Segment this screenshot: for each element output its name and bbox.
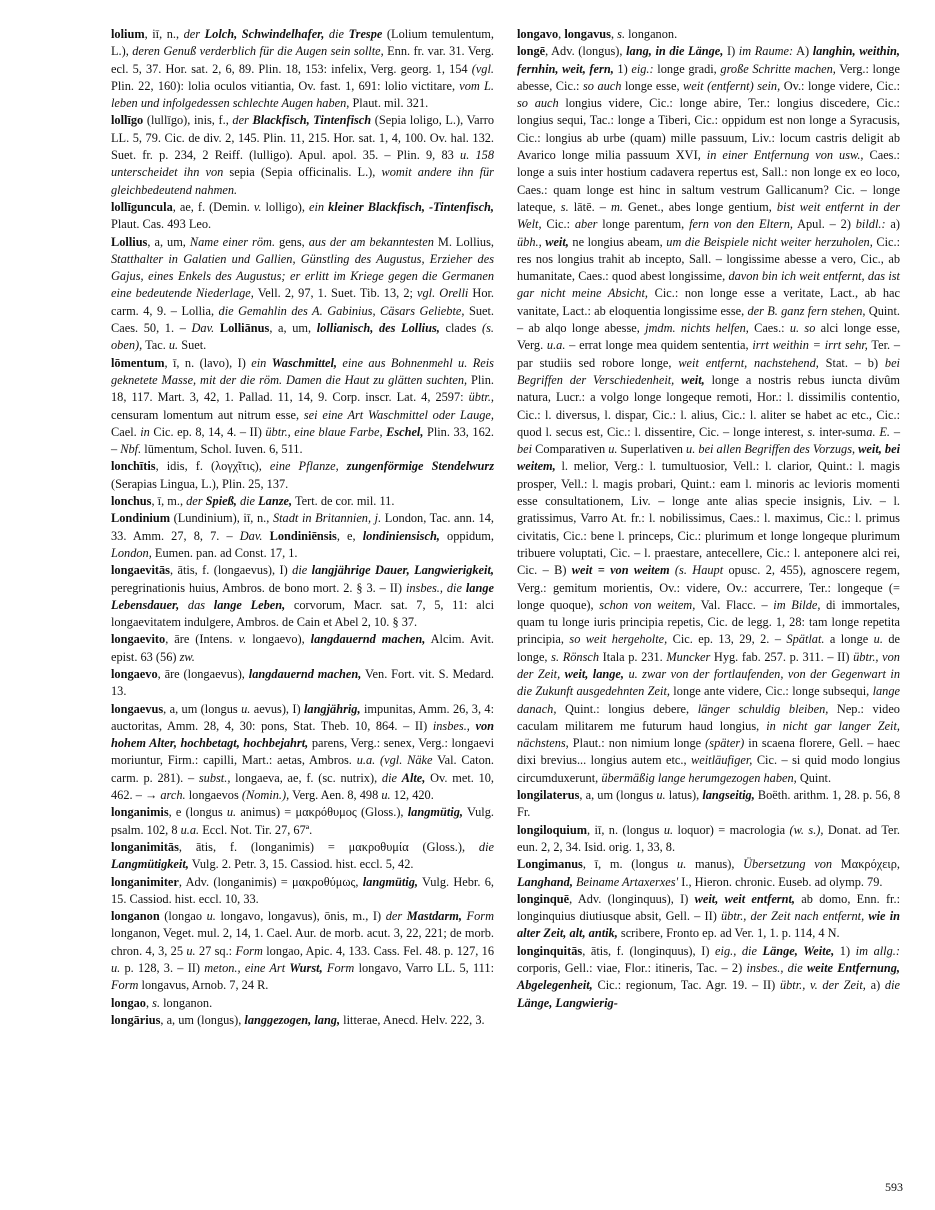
dictionary-entry: longanimitās, ātis, f. (longanimis) = μακροθυμία (Gloss.), die Langmütigkeit, Vulg. 2. Petr. 3, 15. Cassiod. hist. eccl. 5, 42. xyxy=(111,839,494,872)
page-number: 593 xyxy=(885,1180,903,1194)
dictionary-entry: lonchītis, idis, f. (λογχῖτις), eine Pflanze, zungenförmige Stendelwurz (Serapias Lingua, L.), Plin. 25, 137. xyxy=(111,459,495,491)
dictionary-entry: longinquē, Adv. (longinquus), I) weit, weit entfernt, ab domo, Enn. fr.: longinquius diutiusque absit, Gell. – II) übtr., der Zeit nach entfernt, wie in alter Zeit, alt, antik, scribere, Fronto ep. ad Ver. 1, 1. p. 114, 4 N. xyxy=(517,891,900,941)
dictionary-entry: longiloquium, iī, n. (longus u. loquor) = macrologia (w. s.), Donat. ad Ter. eun. 2, 2, 34. Isid. orig. 1, 33, 8. xyxy=(517,822,901,854)
right-column xyxy=(517,26,900,1012)
dictionary-entry: lōmentum, ī, n. (lavo), I) ein Waschmittel, eine aus Bohnenmehl u. Reis geknetete Masse, mit der die röm. Damen die Haut zu glätten suchten, Plin. 18, 117. Mart. 3, 42, 1. Pallad. 11, 14, 9. Corp. inscr. Lat. 4, 2597: übtr., censuram lomentum aut nitrum esse, sei eine Art Waschmittel oder Lauge, Cael. in Cic. ep. 8, 14, 4. – II) übtr., eine blaue Farbe, Eschel, Plin. 33, 162. – Nbf. lūmentum, Schol. Iuven. 6, 511. xyxy=(111,355,494,457)
dictionary-entry: longaevo, āre (longaevus), langdauernd machen, Ven. Fort. vit. S. Medard. 13. xyxy=(111,666,494,699)
dictionary-entry: longao, s. longanon. xyxy=(111,995,213,1010)
dictionary-entry: Lollius, a, um, Name einer röm. gens, aus der am bekanntesten M. Lollius, Statthalter in Galatien und Gallien, Günstling des Augustus, Erzieher des Gajus, eines Enkels des Augustus; er erlitt im Kriege gegen die Germanen eine bedeutende Niederlage, Vell. 2, 97, 1. Suet. Tib. 13, 2; vgl. Orelli Hor. carm. 4, 9. – Lollia, die Gemahlin des A. Gabinius, Cäsars Geliebte, Suet. Caes. 50, 1. – Dav. Lolliānus, a, um, lollianisch, des Lollius, clades (s. oben), Tac. u. Suet. xyxy=(111,234,495,353)
dictionary-entry: longaevitās, ātis, f. (longaevus), I) die langjährige Dauer, Langwierigkeit, peregrinationis huius, Ambros. de bono mort. 2. § 3. – II) insbes., die lange Lebensdauer, das lange Leben, corvorum, Macr. sat. 7, 5, 11: alci longaevitatem indulgere, Ambros. de Cain et Abel 2, 10. § 37. xyxy=(111,563,494,630)
dictionary-entry: longaevito, āre (Intens. v. longaevo), langdauernd machen, Alcim. Avit. epist. 63 (56) zw. xyxy=(111,632,494,664)
dictionary-entry: longaevus, a, um (longus u. aevus), I) langjährig, impunitas, Amm. 26, 3, 4: auctoritas, Amm. 28, 4, 30: pons, Stat. Theb. 10, 864. – II) insbes., von hohem Alter, hochbetagt, hochbejahrt, parens, Verg.: senex, Verg.: longaevi moriuntur, Firm.: capilli, Mart.: aetas, Ambros. u.a. (vgl. Näke Val. Caton. carm. p. 281). – subst., longaeva, ae, f. (sc. nutrix), die Alte, Ov. met. 10, 462. – → arch. longaevos (Nomin.), Verg. Aen. 8, 498 u. 12, 420. xyxy=(111,701,495,803)
dictionary-entry: longārius, a, um (longus), langgezogen, lang, litterae, Anecd. Helv. 222, 3. xyxy=(111,1012,485,1027)
dictionary-entry: lollīguncula, ae, f. (Demin. v. lolligo), ein kleiner Blackfisch, -Tintenfisch, Plaut. Cas. 493 Leo. xyxy=(111,199,495,232)
dictionary-entry: longinquitās, ātis, f. (longinquus), I) eig., die Länge, Weite, 1) im allg.: corporis, Gell.: viae, Flor.: itineris, Tac. – 2) insbes., die weite Entfernung, Abgelegenheit, Cic.: regionum, Tac. Agr. 19. – II) übtr., v. der Zeit, a) die Länge, Langwierig- xyxy=(517,943,901,1010)
dictionary-entry: lolium, iī, n., der Lolch, Schwindelhafer, die Trespe (Lolium temulentum, L.), deren Genuß verderblich für die Augen sein sollte, Enn. fr. var. 31. Verg. ecl. 5, 37. Hor. sat. 2, 6, 89. Plin. 18, 153: infelix, Verg. georg. 1, 154 (vgl. Plin. 22, 160): lolia oculos vitiantia, Ov. fast. 1, 691: lolio victitare, vom L. leben und infolgedessen schlechte Augen haben, Plaut. mil. 321. xyxy=(111,27,494,111)
dictionary-entry: lonchus, ī, m., der Spieß, die Lanze, Tert. de cor. mil. 11. xyxy=(111,494,395,509)
dictionary-entry: longē, Adv. (longus), lang, in die Länge, I) im Raume: A) langhin, weithin, fernhin, weit, fern, 1) eig.: longe gradi, große Schritte machen, Verg.: longe abesse, Cic.: so auch longe esse, weit (entfernt) sein, Ov.: longe videre, Cic.: so auch longius videre, Cic.: longe abire, Ter.: longius discedere, Cic.: longius sequi, Tac.: longe a Tiberi, Cic.: oppidum est non longe a Syracusis, Cic.: longius ab urbe (quam) mille passuum, Liv.: locum castris deligit ab Avarico longe milia passuum XVI, in einer Entfernung von usw., Caes.: longe a suis inter hostium cadavera repertus est, Sall.: non longe ex eo loco, Caes.: quam longe est hinc in saltum vestrum Gallicanum? Cic. – longe lateque, s. lātē. – m. Genet., abes longe gentium, bist weit entfernt in der Welt, Cic.: aber longe parentum, fern von den Eltern, Apul. – 2) bildl.: a) übh., weit, ne longius abeam, um die Beispiele nicht weiter herzuholen, Cic.: res nos longius trahit ab incepto, Sall. – longissime abesse a vero, Cic., ab humanitate, Caes.: quod abest longissime, davon bin ich weit entfernt, das ist gar nicht meine Absicht, Cic.: non longe esse a veritate, Lact., ab hac vanitate, Lact.: ab eloquentia longissime esse, der B. ganz fern stehen, Quint. – ab alqo longe abesse, jmdm. nichts helfen, Caes.: u. so alci longe esse, Verg. u.a. – errat longe mea quidem sententia, irrt weithin = irrt sehr, Ter. – par studiis sed robore longe, weit entfernt, nachstehend, Stat. – b) bei Begriffen der Verschiedenheit, weit, longe a nostris rebus iuncta divûm natura, Lucr.: a volgo longe longeque remoti, Hor.: l. dissimilis contentio, Cic.: l. diversus, l. dispar, Cic.: l. alius, Cic.: l. aliter se habet ac etc., Cic.: quod l. secus est, Cic.: l. dissentire, Cic. – longe interest, s. inter-suma. E. – bei Comparativen u. Superlativen u. bei allen Begriffen des Vorzugs, weit, bei weitem, l. melior, Verg.: l. tumultuosior, Vell.: l. clarior, Quint.: l. magis prosper, Vell.: l. magis probari, Quint.: eam l. minoris ac levioris momenti esse consultationem, Liv. – longe ante alias specie insignis, Liv. – l. gratissimus, Varro At. fr.: l. nobilissimus, Caes.: l. maximus, Cic.: l. primus civitatis, Cic.: bene l. princeps, Cic.: plurimum et longe longeque plurimum tribuere voluptati, Cic. – l. praestare, antecellere, Cic.: l. anteponere alci rei, Cic. – B) weit = von weitem (s. Haupt opusc. 2, 455), agnoscere regem, Verg.: gemitum morientis, Ov.: videre, Ov.: accurrere, Ter.: longeque (= longe quoque), schon von weitem, Val. Flacc. – im Bilde, di immortales, quam tu longe iuris principia repetis, Cic. de legg. 1, 28: tam longe repetita principia, so weit hergeholte, Cic. ep. 13, 29, 2. – Spätlat. a longe u. de longe, s. Rönsch Itala p. 231. Muncker Hyg. fab. 257. p. 311. – II) übtr., von der Zeit, weit, lange, u. zwar von der fortlaufenden, von der Gegenwart in die Zukunft ausgedehnten Zeit, longe ante videre, Cic.: longe subsequi, lange danach, Quint.: longius debere, länger schuldig bleiben, Nep.: video caculam militarem me futurum haud longius, in nicht gar langer Zeit, nächstens, Plaut.: non nimium longe (später) in scaena florere, Gell. – haec dixi brevius... longius autem etc., weitläufiger, Cic. – si quid modo longius circumduxerunt, übermäßig lange herumgezogen haben, Quint. xyxy=(517,44,901,785)
dictionary-entry: Londinium (Lundinium), iī, n., Stadt in Britannien, j. London, Tac. ann. 14, 33. Amm. 27, 8, 7. – Dav. Londiniēnsis, e, londiniensisch, oppidum, London, Eumen. pan. ad Const. 17, 1. xyxy=(111,511,494,560)
dictionary-entry: longanimis, e (longus u. animus) = μακρόθυμος (Gloss.), langmütig, Vulg. psalm. 102, 8 u.a. Eccl. Not. Tir. 27, 67ª. xyxy=(111,805,494,837)
dictionary-entry: lollīgo (lullīgo), inis, f., der Blackfisch, Tintenfisch (Sepia loligo, L.), Varro LL. 5, 79. Cic. de div. 2, 145. Plin. 11, 215. Hor. sat. 1, 4, 100. Ov. hal. 132. Suet. fr. p. 234, 2 Reiff. (lulligo). Apul. apol. 35. – Plin. 9, 83 u. 158 unterscheidet ihn von sepia (Sepia officinalis. L.), womit andere ihn für gleichbedeutend nahmen. xyxy=(111,113,494,197)
dictionary-entry: longavo, longavus, s. longanon. xyxy=(517,27,678,41)
left-column xyxy=(111,26,494,1029)
dictionary-entry: longanimiter, Adv. (longanimis) = μακροθύμως, langmütig, Vulg. Hebr. 6, 15. Cassiod. hist. eccl. 10, 33. xyxy=(111,874,494,906)
dictionary-entry: Longimanus, ī, m. (longus u. manus), Übersetzung von Μακρόχειρ, Langhand, Beiname Artaxerxes' I., Hieron. chronic. Euseb. ad olymp. 79. xyxy=(517,857,900,889)
dictionary-entry: longanon (longao u. longavo, longavus), ōnis, m., I) der Mastdarm, Form longanon, Veget. mul. 2, 14, 1. Cael. Aur. de morb. acut. 3, 22, 221; de morb. chron. 4, 3, 25 u. 27 sq.: Form longao, Apic. 4, 133. Cass. Fel. 48. p. 127, 16 u. p. 128, 3. – II) meton., eine Art Wurst, Form longavo, Varro LL. 5, 111: Form longavus, Arnob. 7, 24 R. xyxy=(111,909,494,993)
dictionary-entry: longilaterus, a, um (longus u. latus), langseitig, Boëth. arithm. 1, 28. p. 56, 8 Fr. xyxy=(517,788,900,820)
